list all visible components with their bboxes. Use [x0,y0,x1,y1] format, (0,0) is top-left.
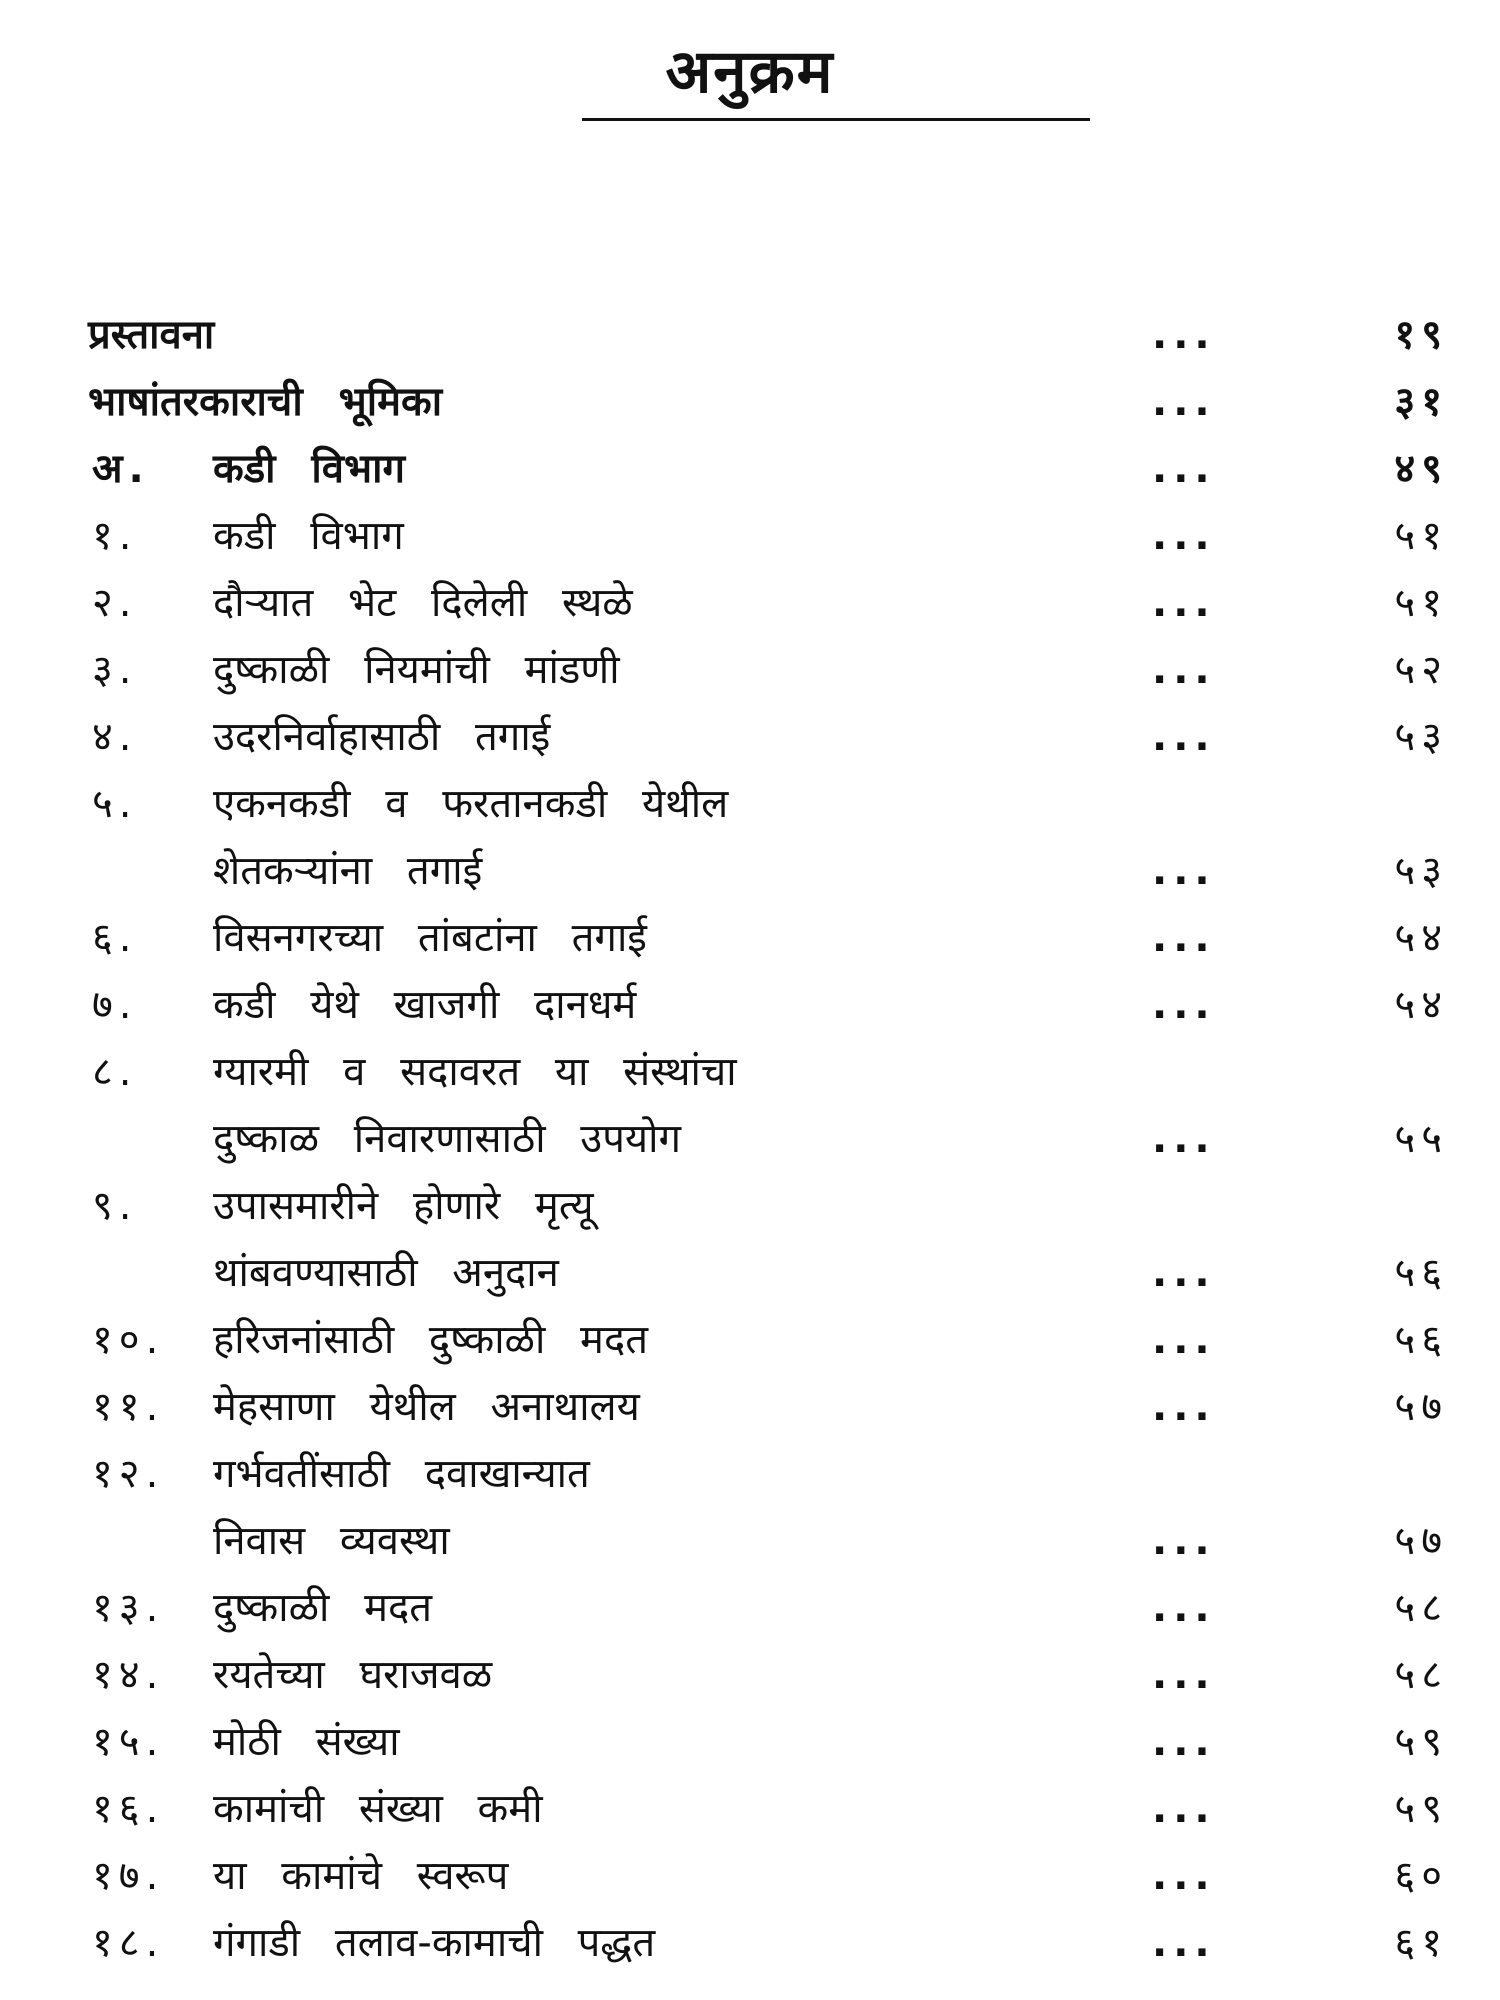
toc-entry [0,503,1500,570]
toc-entry-number: अ. [92,446,150,492]
toc-entry-number: १. [92,513,138,559]
toc-entry-title: एकनकडी व फरतानकडी येथील [213,781,729,827]
toc-entry-number: १८. [92,1920,165,1966]
toc-entry-title: ग्यारमी व सदावरत या संस्थांचा [213,1049,737,1095]
toc-entry [0,1307,1500,1374]
toc-entry-leader-dots: ... [1152,915,1216,961]
toc-entry [0,1106,1500,1173]
toc-entry-title: भाषांतरकाराची भूमिका [88,379,443,425]
toc-entry-leader-dots: ... [1152,1518,1216,1564]
toc-entry [0,1039,1500,1106]
toc-entry-page-number: ५६ [1394,1317,1448,1363]
toc-entry-leader-dots: ... [1152,714,1216,760]
toc-entry [0,1910,1500,1977]
toc-entry-page-number: ५९ [1394,1786,1448,1832]
toc-entry-title: विसनगरच्या तांबटांना तगाई [213,915,647,961]
toc-entry-number: ५. [92,781,138,827]
toc-entry-title: प्रस्तावना [88,312,215,358]
toc-entry-leader-dots: ... [1152,513,1216,559]
toc-entry-number: ६. [92,915,138,961]
toc-entry-page-number: ५८ [1394,1585,1448,1631]
toc-entry-page-number: ५६ [1394,1250,1448,1296]
toc-entry [0,771,1500,838]
toc-entry-leader-dots: ... [1152,1786,1216,1832]
toc-entry-page-number: ४९ [1394,446,1448,492]
toc-entry [0,1240,1500,1307]
toc-entry-page-number: ५५ [1394,1116,1448,1162]
toc-entry-title: मोठी संख्या [213,1719,400,1765]
toc-entry-page-number: ५४ [1394,982,1448,1028]
toc-entry-page-number: ५१ [1394,513,1448,559]
toc-entry-page-number: ५१ [1394,580,1448,626]
toc-entry-leader-dots: ... [1152,1250,1216,1296]
toc-entry-title: थांबवण्यासाठी अनुदान [213,1250,559,1296]
toc-entry-title: कडी येथे खाजगी दानधर्म [213,982,637,1028]
toc-entry [0,369,1500,436]
toc-entry-title: गर्भवतींसाठी दवाखान्यात [213,1451,590,1497]
toc-entry-page-number: ५९ [1394,1719,1448,1765]
toc-entry-leader-dots: ... [1152,647,1216,693]
toc-entry-number: १६. [92,1786,165,1832]
toc-entry [0,302,1500,369]
toc-entry-leader-dots: ... [1152,1585,1216,1631]
toc-entry-number: ९. [92,1183,138,1229]
toc-entry-title: हरिजनांसाठी दुष्काळी मदत [213,1317,648,1363]
toc-entry-title: उपासमारीने होणारे मृत्यू [213,1183,594,1229]
toc-entry-number: १०. [92,1317,165,1363]
toc-entry-leader-dots: ... [1152,1719,1216,1765]
toc-entry-page-number: ५७ [1394,1384,1448,1430]
toc-entry-title: कडी विभाग [213,446,406,492]
toc-entry-page-number: ३१ [1394,379,1448,425]
toc-entry-leader-dots: ... [1152,580,1216,626]
toc-entry-number: २. [92,580,138,626]
toc-entry-title: उदरनिर्वाहासाठी तगाई [213,714,551,760]
toc-entry-page-number: ५३ [1394,848,1448,894]
toc-entry-page-number: ५३ [1394,714,1448,760]
title-underline [582,118,1090,121]
toc-entry [0,838,1500,905]
toc-entry-number: ८. [92,1049,138,1095]
toc-entry-number: १७. [92,1853,165,1899]
toc-entry-page-number: १९ [1394,312,1448,358]
toc-entry-number: ३. [92,647,138,693]
toc-entry-title: गंगाडी तलाव-कामाची पद्धत [213,1920,656,1966]
toc-entry [0,1642,1500,1709]
table-of-contents [0,302,1500,1977]
toc-entry-leader-dots: ... [1152,1116,1216,1162]
toc-entry-page-number: ५४ [1394,915,1448,961]
toc-entry-page-number: ६१ [1394,1920,1448,1966]
toc-entry-title: या कामांचे स्वरूप [213,1853,509,1899]
toc-entry-page-number: ५८ [1394,1652,1448,1698]
toc-entry-leader-dots: ... [1152,982,1216,1028]
toc-entry [0,704,1500,771]
toc-entry-title: दुष्काळ निवारणासाठी उपयोग [213,1116,681,1162]
toc-entry-title: दौऱ्यात भेट दिलेली स्थळे [213,580,633,626]
toc-entry-leader-dots: ... [1152,379,1216,425]
toc-entry-number: १३. [92,1585,165,1631]
toc-entry-leader-dots: ... [1152,848,1216,894]
toc-entry [0,570,1500,637]
toc-entry-number: ४. [92,714,138,760]
toc-entry-number: १५. [92,1719,165,1765]
toc-entry [0,1441,1500,1508]
page-title: अनुक्रम [665,37,835,107]
toc-entry-leader-dots: ... [1152,1853,1216,1899]
toc-entry [0,1575,1500,1642]
toc-entry-page-number: ५७ [1394,1518,1448,1564]
toc-entry-leader-dots: ... [1152,1652,1216,1698]
toc-entry-page-number: ५२ [1394,647,1448,693]
toc-entry-number: ७. [92,982,138,1028]
toc-entry [0,905,1500,972]
toc-entry-number: १४. [92,1652,165,1698]
toc-entry-title: कडी विभाग [213,513,404,559]
toc-entry [0,1173,1500,1240]
toc-entry [0,1374,1500,1441]
toc-entry [0,1776,1500,1843]
toc-entry [0,972,1500,1039]
toc-entry-leader-dots: ... [1152,1317,1216,1363]
toc-entry-page-number: ६० [1394,1853,1448,1899]
toc-entry [0,1508,1500,1575]
toc-entry [0,1843,1500,1910]
toc-entry-leader-dots: ... [1152,1920,1216,1966]
toc-entry-leader-dots: ... [1152,1384,1216,1430]
toc-entry-title: मेहसाणा येथील अनाथालय [213,1384,640,1430]
toc-entry-title: दुष्काळी मदत [213,1585,433,1631]
toc-entry [0,1709,1500,1776]
toc-entry-number: १२. [92,1451,165,1497]
toc-entry-title: शेतकऱ्यांना तगाई [213,848,483,894]
toc-entry-title: रयतेच्या घराजवळ [213,1652,493,1698]
toc-entry-leader-dots: ... [1152,312,1216,358]
toc-entry-title: दुष्काळी नियमांची मांडणी [213,647,620,693]
toc-entry-number: ११. [92,1384,165,1430]
toc-entry-title: कामांची संख्या कमी [213,1786,543,1832]
toc-entry [0,436,1500,503]
toc-entry [0,637,1500,704]
toc-entry-leader-dots: ... [1152,446,1216,492]
toc-entry-title: निवास व्यवस्था [213,1518,450,1564]
